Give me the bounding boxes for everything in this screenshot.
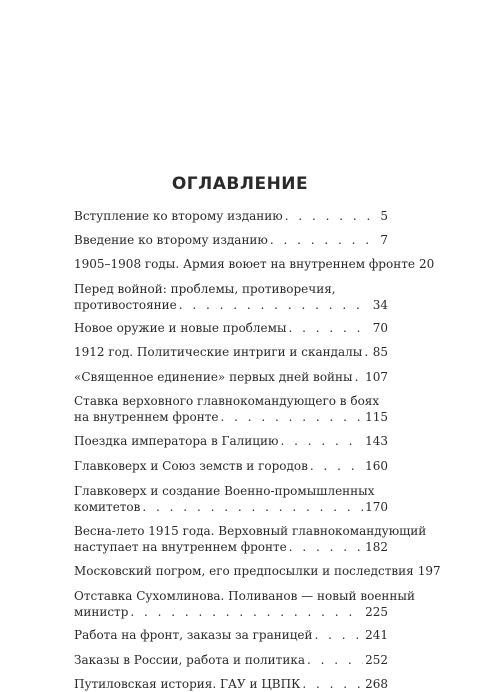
toc-entry-row	[74, 232, 388, 248]
toc-entry	[74, 563, 441, 579]
toc-entry-row	[74, 409, 388, 425]
toc-entry-row	[74, 652, 388, 668]
toc-page-number: 7	[380, 233, 388, 247]
toc-entry-title: Введение ко второму изданию	[74, 233, 268, 247]
toc-entry-title: Путиловская история. ГАУ и ЦВПК	[74, 677, 301, 691]
toc-page-number: 252	[365, 653, 388, 667]
toc-entry-title-line: Отставка Сухомлинова. Поливанов — новый военный	[74, 589, 415, 603]
dot-leader	[310, 458, 363, 474]
toc-entry	[74, 208, 388, 224]
toc-entry-row	[74, 297, 388, 313]
dot-leader	[355, 369, 364, 385]
toc-page-number: 34	[372, 298, 388, 312]
toc-entry-row	[74, 256, 435, 272]
dot-leader	[307, 652, 363, 668]
toc-entry-title: Вступление ко второму изданию	[74, 209, 283, 223]
dot-leader	[179, 297, 371, 313]
toc-page-number: 115	[365, 410, 388, 424]
toc-entry	[74, 523, 427, 555]
toc-title: ОГЛАВЛЕНИЕ	[171, 174, 309, 194]
toc-entry-title: 1912 год. Политические интриги и скандалы	[74, 345, 363, 359]
toc-page-number: 182	[365, 540, 388, 554]
toc-entry-row	[74, 208, 388, 224]
toc-entry-title: противостояние	[74, 298, 177, 312]
toc-entry-row	[74, 433, 388, 449]
dot-leader	[130, 604, 363, 620]
toc-entry	[74, 676, 388, 692]
dot-leader	[270, 232, 378, 248]
toc-entry-row	[74, 499, 388, 515]
toc-entry-title: на внутреннем фронте	[74, 410, 219, 424]
toc-entry-row	[74, 458, 388, 474]
toc-entry-title: 1905–1908 годы. Армия воюет на внутреннем фронте	[74, 257, 415, 271]
dot-leader	[289, 539, 363, 555]
dot-leader	[280, 433, 363, 449]
toc-page-number: 268	[365, 677, 388, 691]
toc-entry	[74, 344, 388, 360]
toc-entry-title: «Священное единение» первых дней войны	[74, 370, 353, 384]
dot-leader	[142, 499, 363, 515]
toc-entry-title: Главковерх и Союз земств и городов	[74, 459, 308, 473]
toc-entry	[74, 458, 388, 474]
toc-entry-title: наступает на внутреннем фронте	[74, 540, 287, 554]
toc-entry-title-line: Главковерх и создание Военно-промышленных	[74, 484, 375, 498]
toc-entry-row	[74, 320, 388, 336]
toc-page-number: 160	[365, 459, 388, 473]
toc-page-number: 143	[365, 434, 388, 448]
toc-entry	[74, 393, 388, 425]
toc-entry-title-line: Весна-лето 1915 года. Верховный главнокомандующий	[74, 524, 427, 538]
toc-entry	[74, 281, 388, 313]
toc-entry-row	[74, 344, 388, 360]
table-of-contents	[74, 208, 441, 692]
dot-leader	[221, 409, 364, 425]
toc-entry-title: Работа на фронт, заказы за границей	[74, 628, 313, 642]
toc-entry-row	[74, 539, 388, 555]
toc-entry-row	[74, 676, 388, 692]
toc-entry-row	[74, 627, 388, 643]
dot-leader	[285, 208, 379, 224]
toc-page-number: 5	[380, 209, 388, 223]
toc-page-number: 20	[418, 257, 435, 271]
toc-entry-title-line: Перед войной: проблемы, противоречия,	[74, 282, 336, 296]
toc-entry	[74, 256, 435, 272]
toc-page-number: 241	[365, 628, 388, 642]
toc-entry-title: министр	[74, 605, 129, 619]
toc-entry	[74, 232, 388, 248]
toc-page-number: 107	[365, 370, 388, 384]
toc-entry-row	[74, 563, 441, 579]
toc-entry-title-line: Ставка верховного главнокомандующего в боях	[74, 394, 380, 408]
toc-entry-title: Московский погром, его предпосылки и последствия	[74, 564, 414, 578]
toc-entry	[74, 433, 388, 449]
toc-page-number: 70	[372, 321, 388, 335]
toc-entry	[74, 369, 388, 385]
dot-leader	[289, 320, 371, 336]
toc-entry	[74, 652, 388, 668]
toc-page-number: 170	[365, 500, 388, 514]
toc-entry	[74, 483, 388, 515]
toc-entry-row	[74, 604, 388, 620]
toc-entry-title: Заказы в России, работа и политика	[74, 653, 305, 667]
toc-page-number: 197	[417, 564, 441, 578]
toc-entry	[74, 627, 388, 643]
toc-entry	[74, 320, 388, 336]
toc-entry-title: Новое оружие и новые проблемы	[74, 321, 287, 335]
toc-entry-title: Поездка императора в Галицию	[74, 434, 279, 448]
toc-entry-row	[74, 369, 388, 385]
dot-leader	[302, 676, 363, 692]
toc-page-number: 225	[365, 605, 388, 619]
toc-entry-title: комитетов	[74, 500, 141, 514]
dot-leader	[315, 627, 364, 643]
dot-leader	[364, 344, 370, 360]
toc-entry	[74, 588, 415, 620]
toc-page-number: 85	[372, 345, 388, 359]
